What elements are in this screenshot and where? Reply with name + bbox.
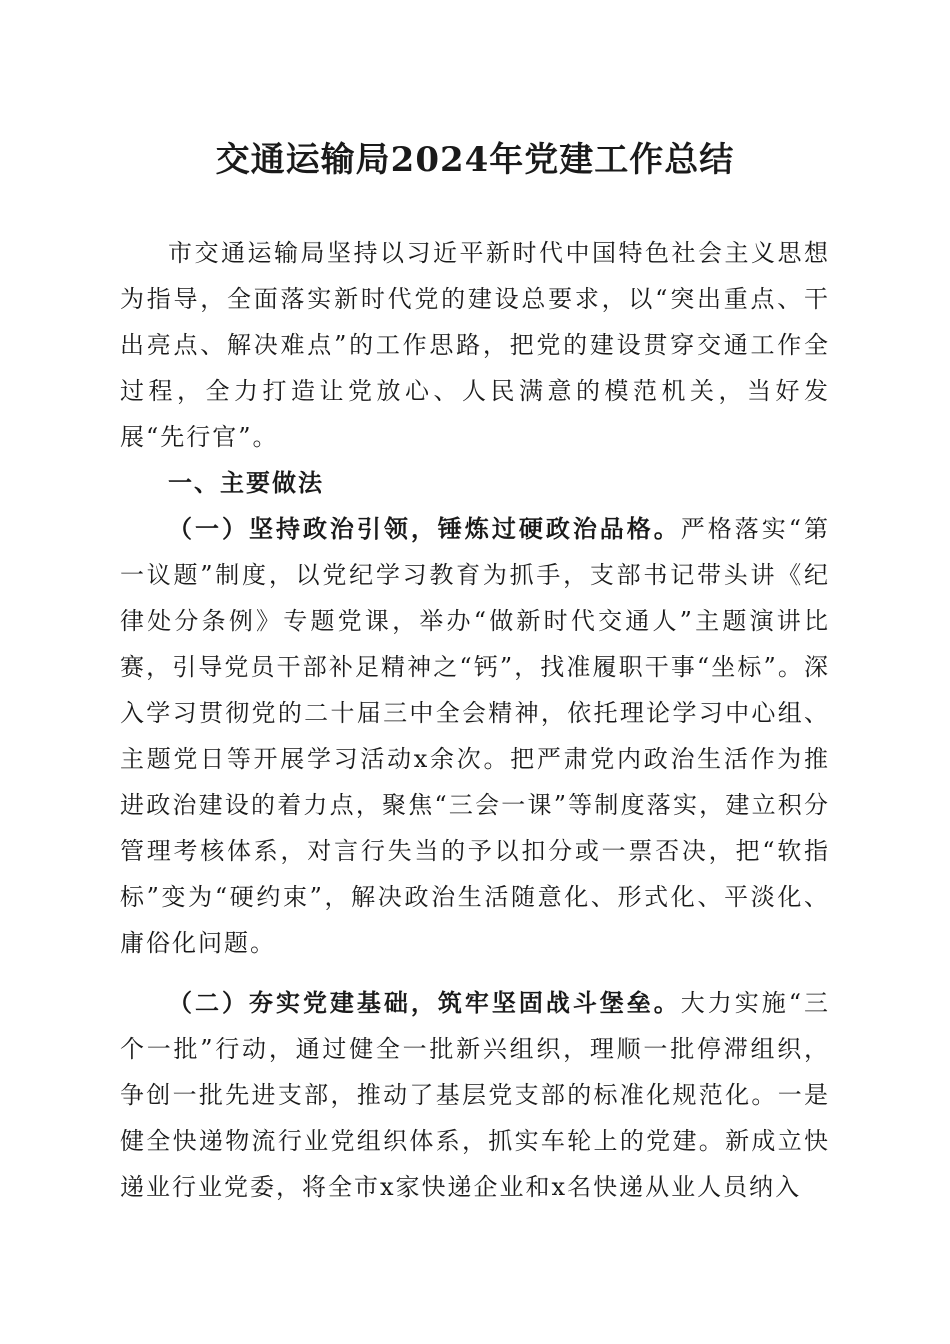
paragraph-gap	[120, 966, 830, 980]
intro-paragraph: 市交通运输局坚持以习近平新时代中国特色社会主义思想为指导，全面落实新时代党的建设总要求，以“突出重点、干出亮点、解决难点”的工作思路，把党的建设贯穿交通工作全过程，全力打造让党放心、人民满意的模范机关，当好发展“先行官”。	[120, 239, 830, 451]
item-2-paragraph	[120, 980, 830, 1210]
item-2-lead: （二）夯实党建基础，筑牢坚固战斗堡垒。	[168, 988, 681, 1017]
item-1-lead: （一）坚持政治引领，锤炼过硬政治品格。	[168, 514, 681, 543]
document-title: 交通运输局2024年党建工作总结	[215, 140, 735, 180]
item-1-paragraph	[120, 506, 830, 966]
document-page	[120, 130, 830, 1210]
section-heading-main-practices: 一、主要做法	[168, 468, 324, 497]
item-2-body: 大力实施“三个一批”行动，通过健全一批新兴组织，理顺一批停滞组织，争创一批先进支部，推动了基层党支部的标准化规范化。一是健全快递物流行业党组织体系，抓实车轮上的党建。新成立快递业行业党委，将全市x家快递企业和x名快递从业人员纳入	[120, 989, 830, 1201]
item-1-body: 严格落实“第一议题”制度，以党纪学习教育为抓手，支部书记带头讲《纪律处分条例》专题党课，举办“做新时代交通人”主题演讲比赛，引导党员干部补足精神之“钙”，找准履职干事“坐标”。深入学习贯彻党的二十届三中全会精神，依托理论学习中心组、主题党日等开展学习活动x余次。把严肃党内政治生活作为推进政治建设的着力点，聚焦“三会一课”等制度落实，建立积分管理考核体系，对言行失当的予以扣分或一票否决，把“软指标”变为“硬约束”，解决政治生活随意化、形式化、平淡化、庸俗化问题。	[120, 515, 830, 957]
